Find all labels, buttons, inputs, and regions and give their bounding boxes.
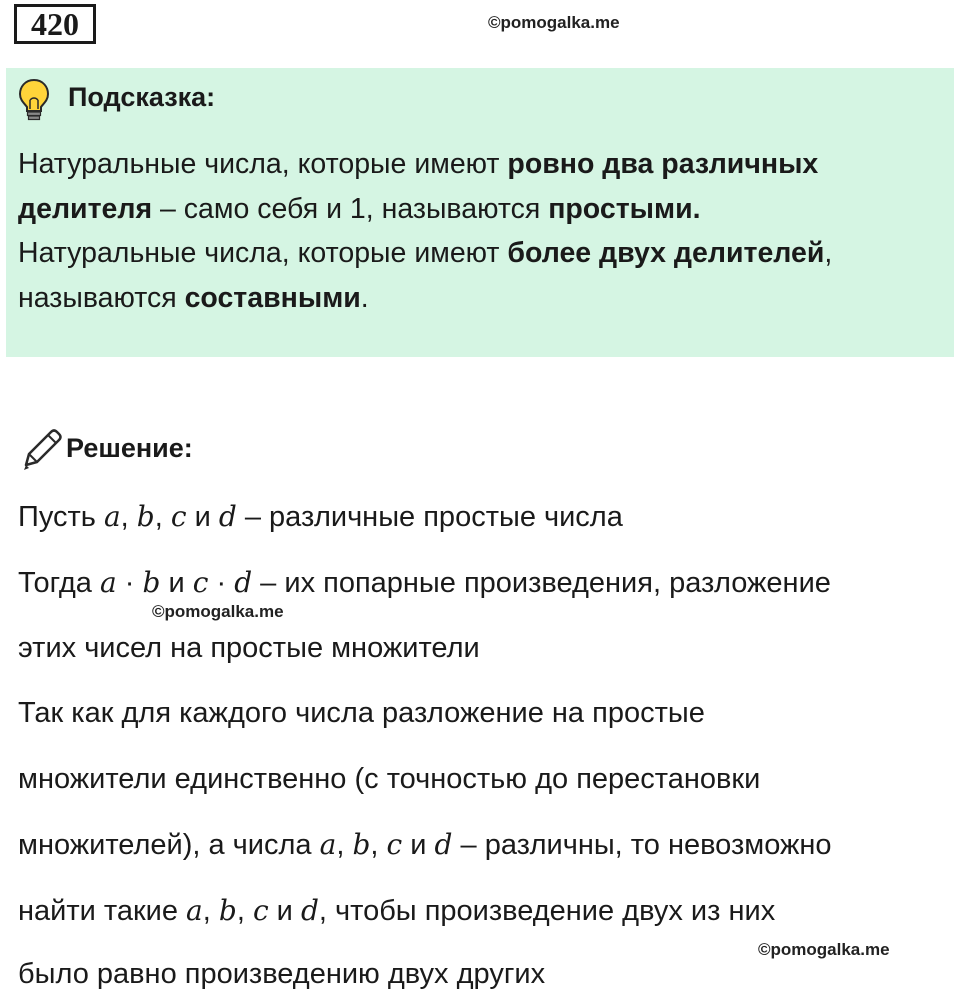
lightbulb-icon [18, 78, 50, 122]
pencil-icon [20, 428, 62, 472]
watermark-top: ©pomogalka.me [488, 13, 620, 32]
hint-box [6, 68, 954, 357]
task-number: 420 [14, 4, 96, 44]
hint-title: Подсказка: [68, 82, 216, 112]
solution-line-3: этих чисел на простые множители [18, 632, 480, 664]
solution-line-8: было равно произведению двух других [18, 958, 546, 990]
watermark-bottom: ©pomogalka.me [758, 940, 890, 959]
solution-line-6: множителей), а числа a, b, c и d – различны, то невозможно [18, 828, 832, 861]
watermark-middle: ©pomogalka.me [152, 602, 284, 621]
solution-title: Решение: [66, 433, 193, 463]
solution-line-5: множители единственно (с точностью до перестановки [18, 763, 761, 795]
hint-text: Натуральные числа, которые имеют ровно два различных делителя – само себя и 1, называются простыми. Натуральные числа, которые имеют более двух делителей, называются составными. [18, 148, 833, 314]
solution-line-7: найти такие a, b, c и d, чтобы произведение двух из них [18, 894, 776, 927]
solution-line-4: Так как для каждого числа разложение на простые [18, 697, 705, 729]
solution-line-1: Пусть a, b, c и d – различные простые числа [18, 500, 623, 533]
solution-line-2: Тогда a · b и c · d – их попарные произведения, разложение [18, 566, 831, 599]
